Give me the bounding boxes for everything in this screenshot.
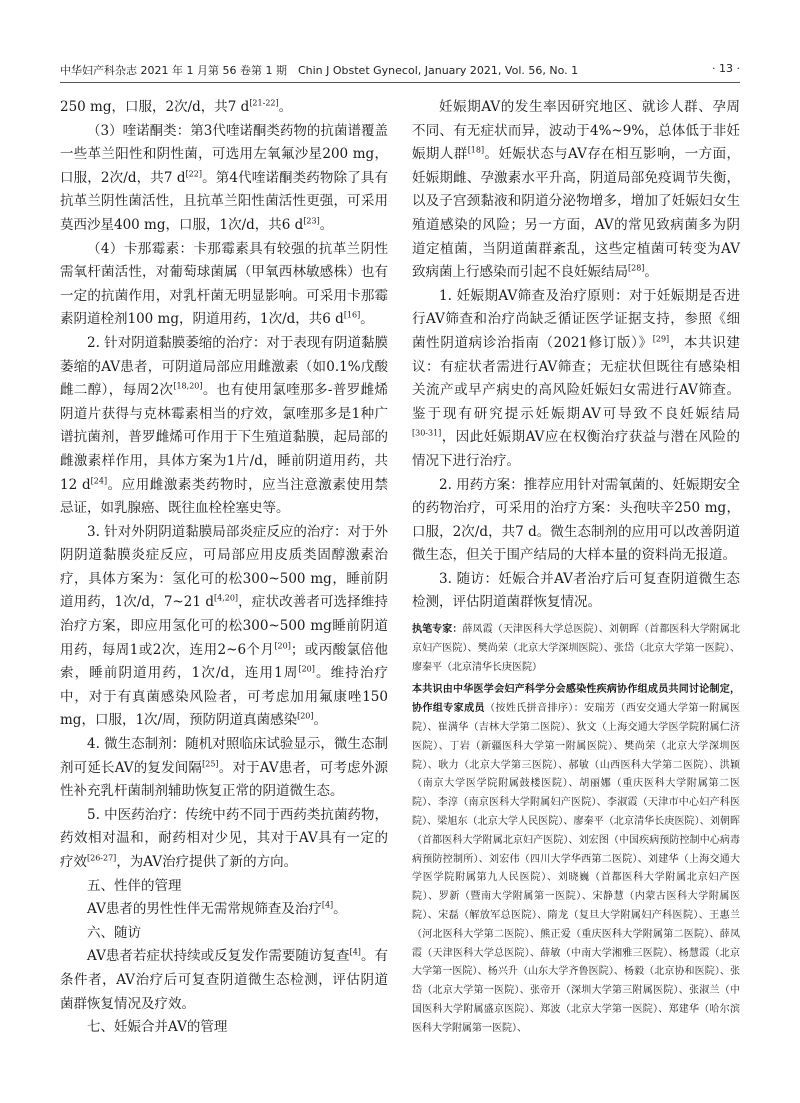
paragraph: 250 mg，口服，2次/d，共7 d[21‑22]。 bbox=[60, 98, 293, 115]
journal-citation: 中华妇产科杂志 2021 年 1 月第 56 卷第 1 期 Chin J Obstet Gynecol, January 2021, Vol. 56, No. 1 bbox=[60, 64, 579, 77]
paragraph: 2. 针对阴道黏膜萎缩的治疗：对于表现有阴道黏膜萎缩的AV患者，可阴道局部应用雌激素（如0.1%戊酸雌二醇），每周2次[18,20]。也有使用氯喹那多‑普罗雌烯阴道片获得与克林霉素相当的疗效，氯喹那多是1种广谱抗菌剂，普罗雌烯可作用于下生殖道黏膜，起局部的雌激素样作用，具体方案为1片/d，睡前阴道用药，共12 d[24]。应用雌激素类药物时，应当注意激素使用禁忌证，如乳腺癌、既往血栓栓塞史等。 bbox=[60, 334, 389, 517]
paragraph: 妊娠期AV的发生率因研究地区、就诊人群、孕周不同、有无症状而异，波动于4%~9%，总体低于非妊娠期人群[18]。妊娠状态与AV存在相互影响，一方面，妊娠期雌、孕激素水平升高，阴道局部免疫调节失衡，以及子宫颈黏液和阴道分泌物增多，增加了妊娠妇女生殖道感染的风险；另一方面，AV的常见致病菌多为阴道定植菌，当阴道菌群紊乱，这些定植菌可转变为AV致病菌上行感染而引起不良妊娠结局[28]。 bbox=[412, 99, 741, 281]
header-rule bbox=[60, 82, 740, 83]
paragraph: AV患者的男性性伴无需常规筛查及治疗[4]。 bbox=[87, 900, 347, 918]
left-column bbox=[60, 96, 388, 1040]
running-header bbox=[60, 62, 740, 78]
paragraph: 2. 用药方案：推荐应用针对需氧菌的、妊娠期安全的药物治疗，可采用的治疗方案：头孢呋辛250 mg，口服，2次/d，共7 d。微生态制剂的应用可以改善阴道微生态，但关于围产结局的大样本量的资料尚无报道。 bbox=[412, 476, 740, 564]
right-column bbox=[412, 96, 740, 1039]
paragraph: AV患者若症状持续或反复发作需要随访复查[4]。有条件者，AV治疗后可复查阴道微生态检测，评估阴道菌群恢复情况及疗效。 bbox=[60, 947, 389, 1012]
paragraph: 3. 随访：妊娠合并AV者治疗后可复查阴道微生态检测，评估阴道菌群恢复情况。 bbox=[412, 570, 740, 611]
paragraph: 1. 妊娠期AV筛查及治疗原则：对于妊娠期是否进行AV筛查和治疗尚缺乏循证医学证据支持，参照《细菌性阴道病诊治指南（2021修订版）》[29]，本共识建议：有症状者需进行AV筛查；无症状但既往有感染相关流产或早产病史的高风险妊娠妇女需进行AV筛查。鉴于现有研究提示妊娠期AV可导致不良妊娠结局[30‑31]，因此妊娠期AV应在权衡治疗获益与潜在风险的情况下进行治疗。 bbox=[412, 287, 740, 469]
working-group-block: 本共识由中华医学会妇产科学分会感染性疾病协作组成员共同讨论制定，协作组专家成员（按姓氏拼音排序）：安瑞芳（西安交通大学第一附属医院）、崔满华（吉林大学第二医院）、狄文（上海交通大学医学院附属仁济医院）、丁岩（新疆医科大学第一附属医院）、樊尚荣（北京大学深圳医院）、耿力（北京大学第三医院）、郝敏（山西医科大学第二医院）、洪颖（南京大学医学院附属鼓楼医院）、胡丽娜（重庆医科大学附属第二医院）、李淳（南京医科大学附属妇产医院）、李淑霞（天津市中心妇产科医院）、梁旭东（北京大学人民医院）、廖秦平（北京清华长庚医院）、刘朝晖（首都医科大学附属北京妇产医院）、刘宏图（中国疾病预防控制中心病毒病预防控制所）、刘宏伟（四川大学华西第二医院）、刘建华（上海交通大学医学院附属第九人民医院）、刘晓巍（首都医科大学附属北京妇产医院）、罗新（暨南大学附属第一医院）、宋静慧（内蒙古医科大学附属医院）、宋磊（解放军总医院）、隋龙（复旦大学附属妇产科医院）、王惠兰（河北医科大学第二医院）、熊正爱（重庆医科大学附属第二医院）、薛凤霞（天津医科大学总医院）、薛敏（中南大学湘雅三医院）、杨慧霞（北京大学第一医院）、杨兴升（山东大学齐鲁医院）、杨毅（北京协和医院）、张岱（北京大学第一医院）、张帝开（深圳大学第三附属医院）、张淑兰（中国医科大学附属盛京医院）、郑波（北京大学第一医院）、郑建华（哈尔滨医科大学附属第一医院）、 bbox=[412, 684, 741, 1034]
section-heading: 七、妊娠合并AV的管理 bbox=[87, 1019, 228, 1036]
authors-block: 执笔专家：薛凤霞（天津医科大学总医院）、刘朝晖（首都医科大学附属北京妇产医院）、樊尚荣（北京大学深圳医院）、张岱（北京大学第一医院）、廖秦平（北京清华长庚医院） bbox=[412, 624, 740, 673]
paragraph: 3. 针对外阴阴道黏膜局部炎症反应的治疗：对于外阴阴道黏膜炎症反应，可局部应用皮质类固醇激素治疗，具体方案为：氢化可的松300~500 mg，睡前阴道用药，1次/d，7~21 d[4,20]，症状改善者可选择维持治疗方案，即应用氢化可的松300~500 mg睡前阴道用药，每周1或2次，连用2~6个月[20]；或丙酸氯倍他索，睡前阴道用药，1次/d，连用1周[20]。维持治疗中，对于有真菌感染风险者，可考虑加用氟康唑150 mg，口服，1次/周，预防阴道真菌感染[20]。 bbox=[60, 523, 389, 729]
section-heading: 六、随访 bbox=[87, 924, 141, 941]
paragraph: （3）喹诺酮类：第3代喹诺酮类药物的抗菌谱覆盖一些革兰阳性和阴性菌，可选用左氧氟沙星200 mg，口服，2次/d，共7 d[22]。第4代喹诺酮类药物除了具有抗革兰阴性菌活性，且抗革兰阳性菌活性更强，可采用莫西沙星400 mg，口服，1次/d，共6 d[23]。 bbox=[60, 122, 388, 233]
paragraph: （4）卡那霉素：卡那霉素具有较强的抗革兰阴性需氧杆菌活性，对葡萄球菌属（甲氧西林敏感株）也有一定的抗菌作用，对乳杆菌无明显影响。可采用卡那霉素阴道栓剂100 mg，阴道用药，1次/d，共6 d[16]。 bbox=[60, 240, 388, 328]
page-number: · 13 · bbox=[712, 62, 740, 75]
paragraph: 5. 中医药治疗：传统中药不同于西药类抗菌药物，药效相对温和，耐药相对少见，其对于AV具有一定的疗效[26‑27]，为AV治疗提供了新的方向。 bbox=[60, 806, 388, 870]
section-heading: 五、性伴的管理 bbox=[87, 877, 182, 894]
paragraph: 4. 微生态制剂：随机对照临床试验显示，微生态制剂可延长AV的复发间隔[25]。对于AV患者，可考虑外源性补充乳杆菌制剂辅助恢复正常的阴道微生态。 bbox=[60, 736, 388, 800]
